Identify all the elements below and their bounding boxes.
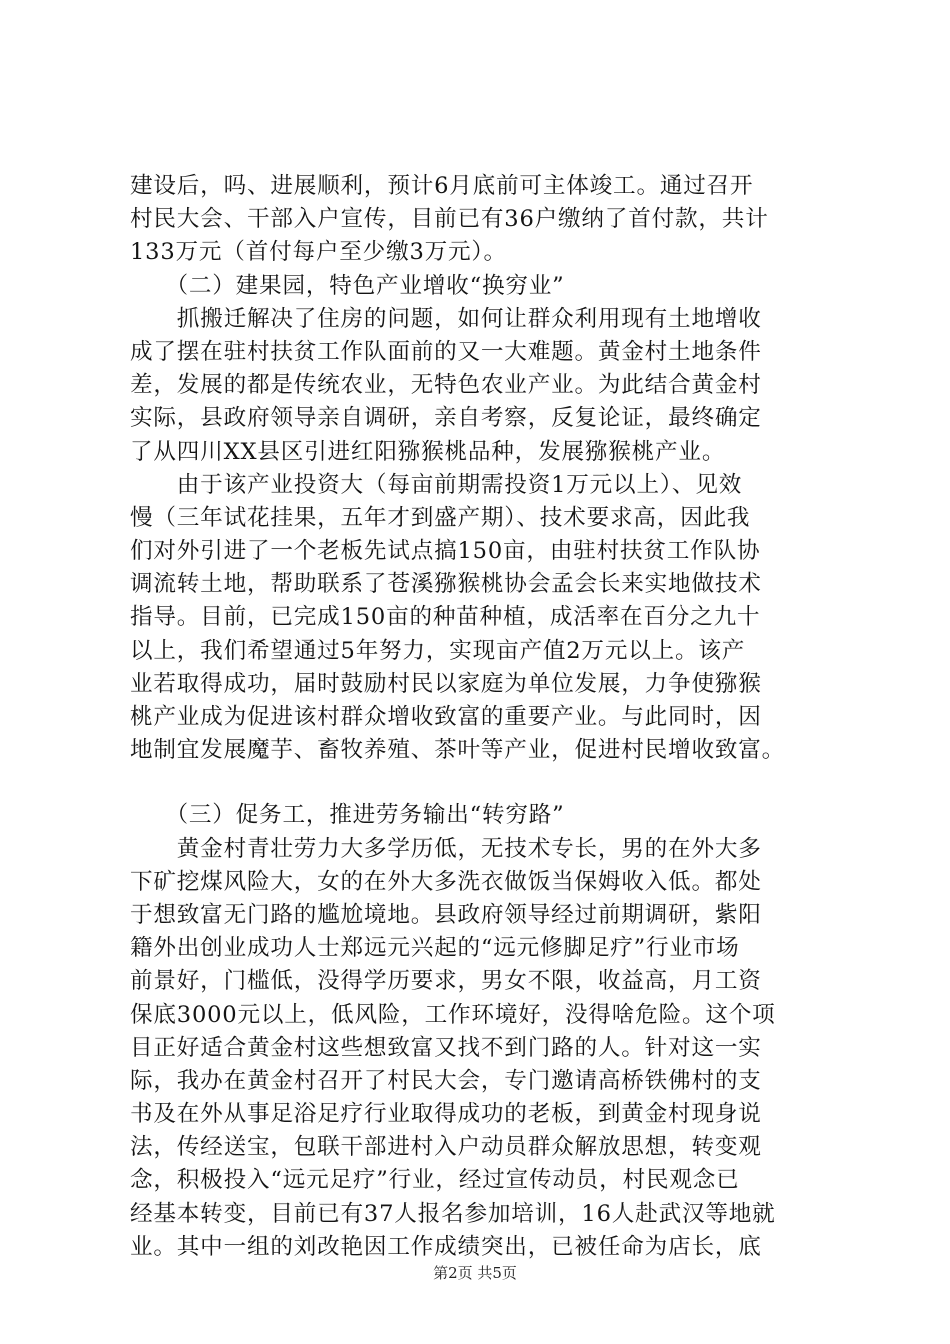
- text-line: 133万元（首付每户至少缴3万元）。: [130, 239, 507, 266]
- text-line: 了从四川XX县区引进红阳猕猴桃品种，发展猕猴桃产业。: [130, 438, 726, 465]
- text-line: 们对外引进了一个老板先试点搞150亩，由驻村扶贫工作队协: [130, 538, 761, 565]
- text-line: 经基本转变，目前已有37人报名参加培训，16人赴武汉等地就: [130, 1200, 776, 1227]
- text-line: 保底3000元以上，低风险，工作环境好，没得啥危险。这个项: [130, 1001, 776, 1028]
- document-body: [130, 170, 820, 1264]
- text-line: 由于该产业投资大（每亩前期需投资1万元以上）、见效: [130, 471, 743, 498]
- text-line: 黄金村青壮劳力大多学历低，无技术专长，男的在外大多: [130, 835, 762, 862]
- text-line: 村民大会、干部入户宣传，目前已有36户缴纳了首付款，共计: [130, 206, 769, 233]
- text-line: 书及在外从事足浴足疗行业取得成功的老板，到黄金村现身说: [130, 1101, 762, 1128]
- text-line: 法，传经送宝，包联干部进村入户动员群众解放思想，转变观: [130, 1134, 762, 1161]
- text-line: 地制宜发展魔芋、畜牧养殖、茶叶等产业，促进村民增收致富。: [130, 737, 786, 764]
- text-line: 以上，我们希望通过5年努力，实现亩产值2万元以上。该产: [130, 637, 746, 664]
- text-line: 际，我办在黄金村召开了村民大会，专门邀请高桥铁佛村的支: [130, 1067, 762, 1094]
- text-line: 籍外出创业成功人士郑远元兴起的“远元修脚足疗”行业市场: [130, 935, 740, 962]
- text-line: （三）促务工，推进劳务输出“转穷路”: [130, 802, 565, 829]
- text-line: 目正好适合黄金村这些想致富又找不到门路的人。针对这一实: [130, 1034, 762, 1061]
- text-line: 建设后，吗、进展顺利，预计6月底前可主体竣工。通过召开: [130, 173, 754, 199]
- paragraph-gap: [130, 767, 820, 799]
- text-line: 实际，县政府领导亲自调研，亲自考察，反复论证，最终确定: [130, 405, 762, 432]
- text-line: （二）建果园，特色产业增收“换穷业”: [130, 272, 565, 299]
- text-line: 桃产业成为促进该村群众增收致富的重要产业。与此同时，因: [130, 704, 762, 730]
- text-line: 成了摆在驻村扶贫工作队面前的又一大难题。黄金村土地条件: [130, 338, 762, 365]
- text-line: 调流转土地，帮助联系了苍溪猕猴桃协会孟会长来实地做技术: [130, 571, 762, 598]
- text-line: 于想致富无门路的尴尬境地。县政府领导经过前期调研，紫阳: [130, 901, 762, 928]
- text-line: 下矿挖煤风险大，女的在外大多洗衣做饭当保姆收入低。都处: [130, 868, 762, 895]
- text-line: 抓搬迁解决了住房的问题，如何让群众利用现有土地增收: [130, 305, 762, 332]
- text-line: 念，积极投入“远元足疗”行业，经过宣传动员，村民观念已: [130, 1167, 740, 1194]
- page-number: 第2页 共5页: [433, 1264, 517, 1282]
- text-line: 慢（三年试花挂果，五年才到盛产期）、技术要求高，因此我: [130, 504, 751, 531]
- text-line: 业。其中一组的刘改艳因工作成绩突出，已被任命为店长，底: [130, 1233, 762, 1260]
- text-line: 差，发展的都是传统农业，无特色农业产业。为此结合黄金村: [130, 372, 762, 399]
- text-line: 业若取得成功，届时鼓励村民以家庭为单位发展，力争使猕猴: [130, 670, 762, 697]
- text-line: 指导。目前，已完成150亩的种苗种植，成活率在百分之九十: [130, 604, 761, 631]
- text-line: 前景好，门槛低，没得学历要求，男女不限，收益高，月工资: [130, 968, 762, 995]
